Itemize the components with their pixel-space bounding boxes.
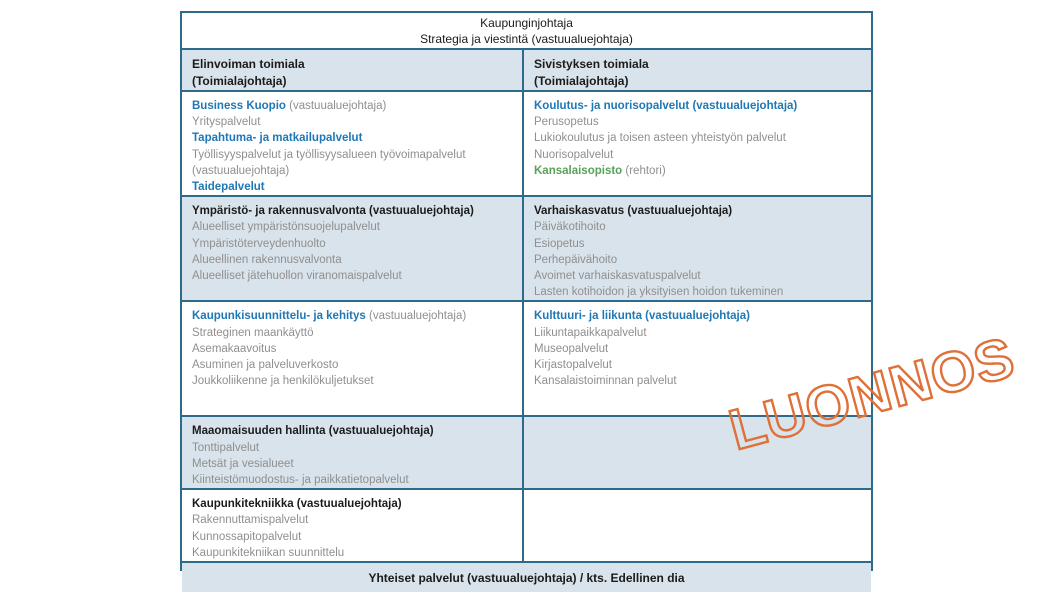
table-cell [182,197,522,300]
unit-name: Tapahtuma- ja matkailupalvelut [192,132,363,145]
service-line [534,268,861,284]
service-line [192,219,512,235]
service-line [192,357,512,373]
service-line [534,114,861,130]
service-label: Päiväkotihoito [534,221,606,234]
footer-text: Yhteiset palvelut (vastuualuejohtaja) / kts. Edellinen dia [368,570,685,585]
table-cell [522,490,871,561]
service-line [534,252,861,268]
service-label: Tonttipalvelut [192,441,260,454]
top-header-line2: Strategia ja viestintä (vastuualuejohtaja) [420,31,633,46]
service-line [192,308,512,324]
table-cell [522,417,871,488]
service-line [534,325,861,341]
table-cell [182,417,522,488]
service-label: Strateginen maankäyttö [192,326,314,339]
table-row-3 [182,415,871,488]
service-label: Alueelliset jätehuollon viranomaispalvelut [192,270,402,283]
service-label: Työllisyyspalvelut ja työllisyysalueen työvoimapalvelut [192,148,466,161]
unit-name: Maaomaisuuden hallinta (vastuualuejohtaja) [192,425,434,438]
column-title: Elinvoiman toimiala [192,57,305,71]
unit-name: Business Kuopio [192,100,286,112]
service-line [192,236,512,252]
unit-name: Kansalaisopisto [534,164,623,177]
unit-name: Kaupunkitekniikka (vastuualuejohtaja) [192,498,402,511]
unit-name: Koulutus- ja nuorisopalvelut (vastuualuejohtaja) [534,100,798,112]
service-label: Yrityspalvelut [192,116,261,129]
service-label: Alueellinen rakennusvalvonta [192,253,342,266]
service-label: Esiopetus [534,237,585,250]
table-row-1 [182,195,871,300]
service-line [534,308,861,324]
service-line [192,325,512,341]
service-label: (vastuualuejohtaja) [285,100,387,112]
table-cell [182,490,522,561]
table-row-2 [182,300,871,415]
service-line [192,268,512,284]
service-label: Museopalvelut [534,342,609,355]
service-label: Kansalaistoiminnan palvelut [534,375,677,388]
service-label: Avoimet varhaiskasvatuspalvelut [534,270,701,283]
table-cell [182,92,522,195]
service-label: Rakennuttamispalvelut [192,514,309,527]
service-line [534,284,861,300]
service-line [192,163,512,179]
service-label: Kiinteistömuodostus- ja paikkatietopalvelut [192,474,409,487]
column-header-elinvoima [182,50,522,90]
service-line [192,252,512,268]
service-label: (vastuualuejohtaja) [192,164,290,177]
service-line [192,147,512,163]
service-label: Kaupunkitekniikan suunnittelu [192,546,345,559]
service-line [534,236,861,252]
table-cell [522,197,871,300]
service-line [192,179,512,195]
service-label: (rehtori) [622,164,666,177]
unit-name: Varhaiskasvatus (vastuualuejohtaja) [534,205,733,218]
service-label: Kirjastopalvelut [534,359,612,372]
service-label: Alueelliset ympäristönsuojelupalvelut [192,221,380,234]
service-line [192,472,512,488]
service-line [192,496,512,512]
unit-name: Taidepalvelut [192,181,265,194]
service-line [534,341,861,357]
service-line [192,545,512,561]
service-label: Perusopetus [534,116,599,129]
service-line [192,98,512,114]
service-label: Joukkoliikenne ja henkilökuljetukset [192,375,374,388]
service-line [192,114,512,130]
service-line [192,529,512,545]
column-title: Sivistyksen toimiala [534,57,649,71]
service-label: Asemakaavoitus [192,342,277,355]
service-label: Lukiokoulutus ja toisen asteen yhteistyön palvelut [534,132,786,145]
table-footer [182,561,871,592]
column-header-row [182,48,871,90]
column-header-sivistys [522,50,871,90]
org-structure-table [180,11,873,585]
service-label: (vastuualuejohtaja) [365,310,467,323]
service-line [534,219,861,235]
service-label: Liikuntapaikkapalvelut [534,326,647,339]
service-line [534,147,861,163]
service-label: Kunnossapitopalvelut [192,530,302,543]
service-line [192,440,512,456]
service-line [534,130,861,146]
service-line [534,98,861,114]
table-cell [522,302,871,415]
column-subtitle: (Toimialajohtaja) [192,74,287,88]
unit-name: Kaupunkisuunnittelu- ja kehitys [192,310,366,323]
service-line [192,130,512,146]
service-label: Ympäristöterveydenhuolto [192,237,326,250]
service-label: Asuminen ja palveluverkosto [192,359,339,372]
top-header-line1: Kaupunginjohtaja [480,15,573,30]
unit-name: Ympäristö- ja rakennusvalvonta (vastuualuejohtaja) [192,205,474,218]
table-cell [522,92,871,195]
service-line [192,456,512,472]
service-line [192,373,512,389]
service-line [192,341,512,357]
service-label: Nuorisopalvelut [534,148,614,161]
table-header-kaupunginjohtaja [182,13,871,48]
service-label: Lasten kotihoidon ja yksityisen hoidon tukeminen [534,286,784,299]
table-cell [182,302,522,415]
table-row-4 [182,488,871,561]
unit-name: Kulttuuri- ja liikunta (vastuualuejohtaja) [534,310,750,323]
service-line [534,357,861,373]
service-line [534,373,861,389]
service-line [192,203,512,219]
service-label: Metsät ja vesialueet [192,457,294,470]
column-subtitle: (Toimialajohtaja) [534,74,629,88]
service-label: Perhepäivähoito [534,253,618,266]
table-row-0 [182,90,871,195]
service-line [534,203,861,219]
service-line [192,423,512,439]
service-line [534,163,861,179]
service-line [192,512,512,528]
